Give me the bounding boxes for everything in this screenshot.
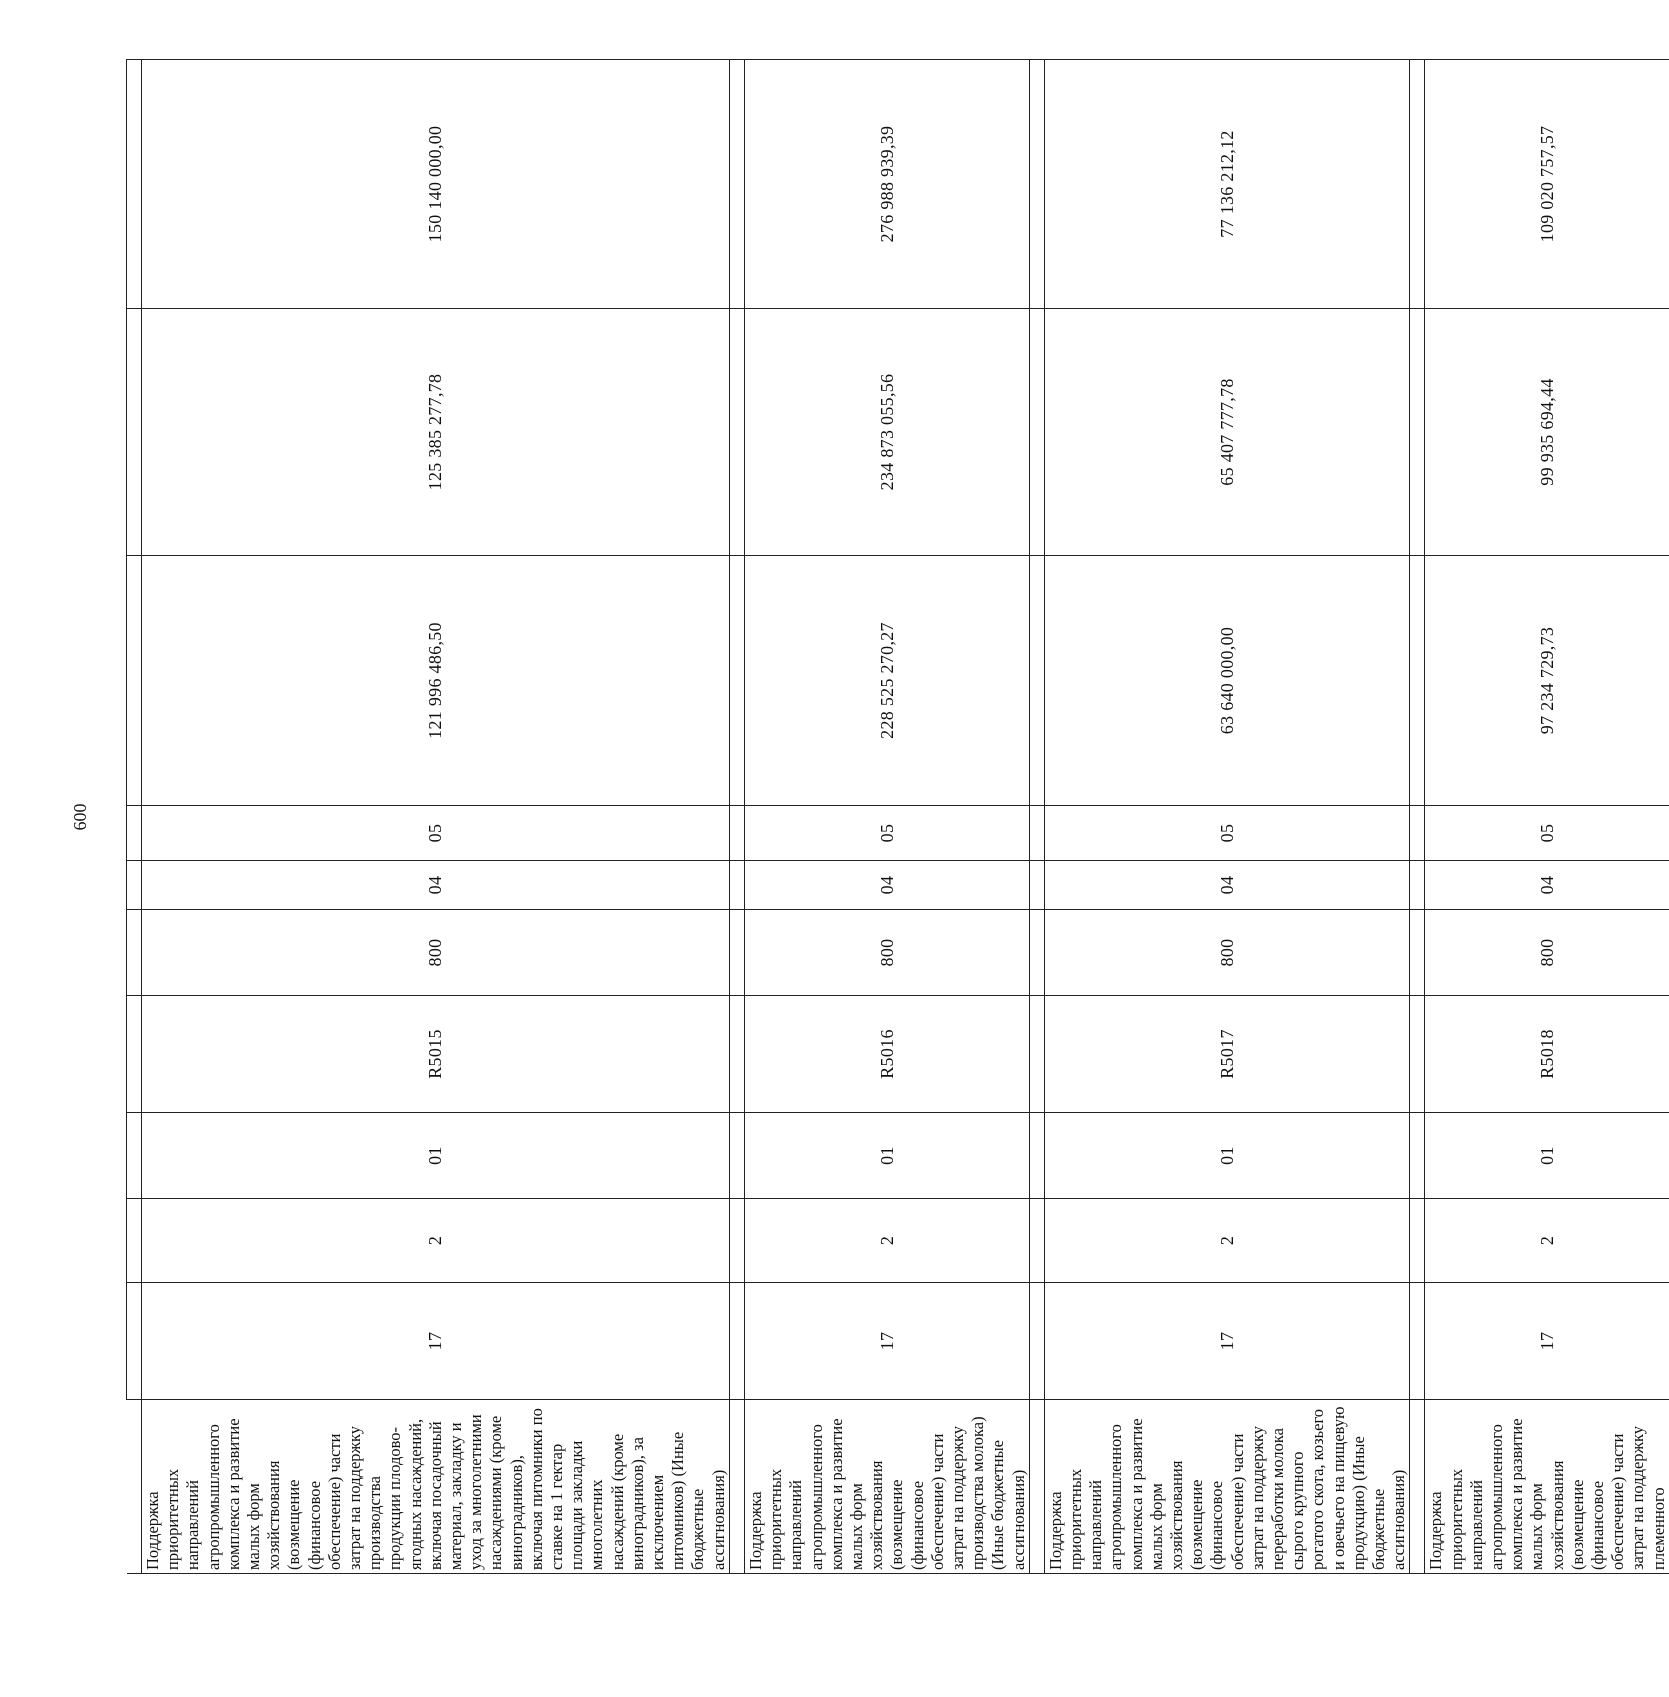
- table-row: [744, 60, 1029, 1574]
- table-cell: [729, 861, 744, 910]
- table-cell: [1029, 556, 1044, 806]
- expense-type-code: 800: [744, 910, 1029, 996]
- table-cell: [1410, 806, 1425, 861]
- table-cell: [1410, 1199, 1425, 1283]
- table-cell: [1410, 1400, 1425, 1574]
- table-row-spacer: [1029, 60, 1044, 1574]
- table-cell: [127, 806, 142, 861]
- table-cell: [1029, 1113, 1044, 1199]
- rotated-page: [70, 60, 1668, 1574]
- subprogram-code: 2: [1044, 1199, 1410, 1283]
- table-cell: [729, 996, 744, 1113]
- amount-year-3: 109 020 757,57: [1425, 60, 1669, 309]
- table-cell: [1410, 910, 1425, 996]
- table-row-spacer: [729, 60, 744, 1574]
- table-cell: [127, 1113, 142, 1199]
- section-code: 04: [142, 861, 730, 910]
- table-cell: [127, 1283, 142, 1400]
- program-code: 17: [1044, 1283, 1410, 1400]
- subsection-code: 05: [1044, 806, 1410, 861]
- table-cell: [1029, 1199, 1044, 1283]
- table-cell: [729, 556, 744, 806]
- amount-year-2: 234 873 055,56: [744, 309, 1029, 556]
- table-cell: [127, 861, 142, 910]
- program-code: 17: [1425, 1283, 1669, 1400]
- table-cell: [1029, 861, 1044, 910]
- table-row: [1425, 60, 1669, 1574]
- amount-year-3: 276 988 939,39: [744, 60, 1029, 309]
- table-cell: [1410, 996, 1425, 1113]
- table-cell: [729, 60, 744, 309]
- section-code: 04: [1044, 861, 1410, 910]
- table-row: [142, 60, 730, 1574]
- subprogram-code: 2: [1425, 1199, 1669, 1283]
- table-cell: [729, 1199, 744, 1283]
- budget-table: [126, 59, 1669, 1574]
- expense-type-code: 800: [1425, 910, 1669, 996]
- table-cell: [1410, 309, 1425, 556]
- table-row-spacer: [1410, 60, 1425, 1574]
- amount-year-2: 125 385 277,78: [142, 309, 730, 556]
- direction-code: R5015: [142, 996, 730, 1113]
- table-cell: [729, 309, 744, 556]
- table-cell: [127, 556, 142, 806]
- direction-code: R5016: [744, 996, 1029, 1113]
- main-event-code: 01: [744, 1113, 1029, 1199]
- table-cell: [729, 1283, 744, 1400]
- amount-year-1: 97 234 729,73: [1425, 556, 1669, 806]
- row-description: Поддержка приоритетных направлений агропромышленного комплекса и развитие малых форм хозяйствования (возмещение (финансовое обеспечение) части затрат на поддержку производства продукции плодово-ягодных насаждений, включая посадочный материал, закладку и уход за многолетними насаждениями (кроме виноградников), включая питомники по ставке на 1 гектар площади закладки многолетних насаждений (кроме виноградников), за исключением питомников) (Иные бюджетные ассигнования): [142, 1400, 730, 1574]
- main-event-code: 01: [1425, 1113, 1669, 1199]
- row-description: Поддержка приоритетных направлений агропромышленного комплекса и развитие малых форм хозяйствования (возмещение (финансовое обеспечение) части затрат на поддержку переработки молока сырого крупного рогатого скота, козьего и овечьего на пищевую продукцию) (Иные бюджетные ассигнования): [1044, 1400, 1410, 1574]
- table-cell: [729, 806, 744, 861]
- direction-code: R5018: [1425, 996, 1669, 1113]
- table-row-spacer: [127, 60, 142, 1574]
- section-code: 04: [744, 861, 1029, 910]
- table-cell: [1029, 60, 1044, 309]
- table-cell: [1029, 996, 1044, 1113]
- table-cell: [729, 910, 744, 996]
- table-cell: [729, 1400, 744, 1574]
- subsection-code: 05: [744, 806, 1029, 861]
- table-cell: [1410, 861, 1425, 910]
- main-event-code: 01: [1044, 1113, 1410, 1199]
- subsection-code: 05: [142, 806, 730, 861]
- subprogram-code: 2: [142, 1199, 730, 1283]
- table-cell: [1029, 309, 1044, 556]
- table-cell: [1410, 1113, 1425, 1199]
- table-cell: [1410, 1283, 1425, 1400]
- subprogram-code: 2: [744, 1199, 1029, 1283]
- expense-type-code: 800: [142, 910, 730, 996]
- table-cell: [1029, 1283, 1044, 1400]
- row-description: Поддержка приоритетных направлений агропромышленного комплекса и развитие малых форм хозяйствования (возмещение (финансовое обеспечение) части затрат на поддержку производства молока) (Иные бюджетные ассигнования): [744, 1400, 1029, 1574]
- amount-year-3: 77 136 212,12: [1044, 60, 1410, 309]
- subsection-code: 05: [1425, 806, 1669, 861]
- program-code: 17: [142, 1283, 730, 1400]
- amount-year-3: 150 140 000,00: [142, 60, 730, 309]
- table-cell: [1029, 910, 1044, 996]
- table-cell: [127, 996, 142, 1113]
- table-cell: [729, 1113, 744, 1199]
- amount-year-2: 65 407 777,78: [1044, 309, 1410, 556]
- section-code: 04: [1425, 861, 1669, 910]
- table-cell: [1029, 806, 1044, 861]
- table-cell: [127, 1199, 142, 1283]
- table-cell: [1410, 60, 1425, 309]
- expense-type-code: 800: [1044, 910, 1410, 996]
- amount-year-2: 99 935 694,44: [1425, 309, 1669, 556]
- table-row: [1044, 60, 1410, 1574]
- table-cell: [127, 309, 142, 556]
- amount-year-1: 228 525 270,27: [744, 556, 1029, 806]
- main-event-code: 01: [142, 1113, 730, 1199]
- table-cell: [1029, 1400, 1044, 1574]
- page-number: 600: [70, 803, 90, 831]
- amount-year-1: 121 996 486,50: [142, 556, 730, 806]
- program-code: 17: [744, 1283, 1029, 1400]
- direction-code: R5017: [1044, 996, 1410, 1113]
- table-cell: [127, 1400, 142, 1574]
- table-cell: [127, 910, 142, 996]
- table-cell: [1410, 556, 1425, 806]
- amount-year-1: 63 640 000,00: [1044, 556, 1410, 806]
- table-cell: [127, 60, 142, 309]
- row-description: Поддержка приоритетных направлений агропромышленного комплекса и развитие малых форм хозяйствования (возмещение (финансовое обеспечение) части затрат на поддержку племенного: [1425, 1400, 1669, 1574]
